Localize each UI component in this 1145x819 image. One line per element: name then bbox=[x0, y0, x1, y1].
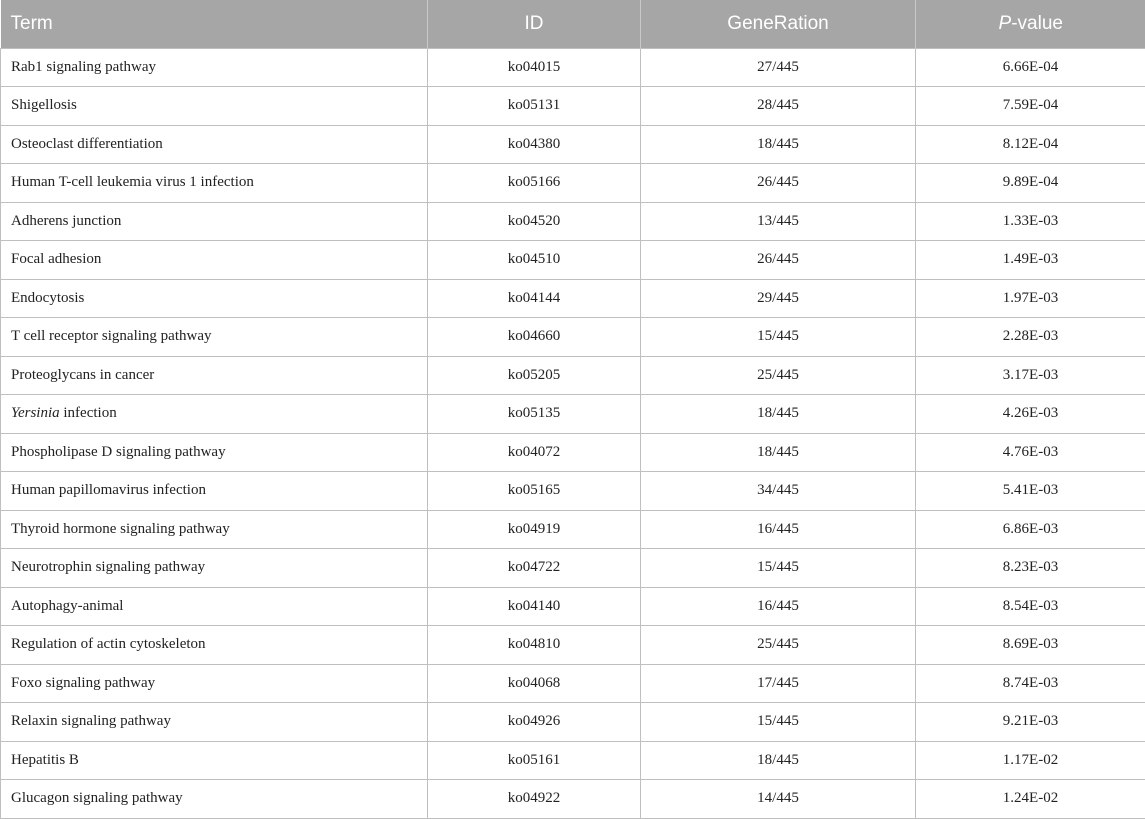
cell-p-value: 8.54E-03 bbox=[916, 587, 1145, 626]
header-row bbox=[1, 0, 1145, 48]
cell-id: ko05135 bbox=[428, 395, 641, 434]
cell-id: ko04510 bbox=[428, 241, 641, 280]
cell-gene-ratio: 25/445 bbox=[641, 356, 916, 395]
cell-p-value: 1.33E-03 bbox=[916, 202, 1145, 241]
cell-term bbox=[1, 241, 428, 280]
cell-p-value: 1.97E-03 bbox=[916, 279, 1145, 318]
table-row bbox=[1, 279, 1145, 318]
cell-gene-ratio: 27/445 bbox=[641, 48, 916, 87]
cell-term-italic: Yersinia bbox=[11, 405, 60, 421]
cell-term bbox=[1, 741, 428, 780]
header-gene-ratio: GeneRation bbox=[641, 0, 916, 48]
header-p-value-rest: -value bbox=[1011, 13, 1063, 34]
cell-term bbox=[1, 279, 428, 318]
cell-term-text: Shigellosis bbox=[11, 97, 77, 113]
table-row bbox=[1, 741, 1145, 780]
cell-id: ko04380 bbox=[428, 125, 641, 164]
cell-id: ko04140 bbox=[428, 587, 641, 626]
cell-term-text: T cell receptor signaling pathway bbox=[11, 328, 212, 344]
cell-id: ko05166 bbox=[428, 164, 641, 203]
table-row bbox=[1, 202, 1145, 241]
cell-gene-ratio: 26/445 bbox=[641, 164, 916, 203]
cell-id: ko04660 bbox=[428, 318, 641, 357]
header-p-value bbox=[916, 0, 1145, 48]
cell-term bbox=[1, 664, 428, 703]
cell-id: ko04922 bbox=[428, 780, 641, 819]
cell-gene-ratio: 18/445 bbox=[641, 741, 916, 780]
cell-gene-ratio: 15/445 bbox=[641, 549, 916, 588]
cell-gene-ratio: 25/445 bbox=[641, 626, 916, 665]
cell-term-text: Rab1 signaling pathway bbox=[11, 59, 156, 75]
table-row bbox=[1, 87, 1145, 126]
cell-p-value: 5.41E-03 bbox=[916, 472, 1145, 511]
cell-term-text: Osteoclast differentiation bbox=[11, 136, 163, 152]
cell-gene-ratio: 34/445 bbox=[641, 472, 916, 511]
table-row bbox=[1, 664, 1145, 703]
cell-term-text: Glucagon signaling pathway bbox=[11, 790, 183, 806]
table-row bbox=[1, 48, 1145, 87]
table-row bbox=[1, 587, 1145, 626]
cell-id: ko04072 bbox=[428, 433, 641, 472]
cell-term-text: Foxo signaling pathway bbox=[11, 675, 155, 691]
table-body bbox=[1, 48, 1145, 818]
cell-term-text: Neurotrophin signaling pathway bbox=[11, 559, 205, 575]
cell-p-value: 8.23E-03 bbox=[916, 549, 1145, 588]
cell-term bbox=[1, 318, 428, 357]
cell-term-text: Human T-cell leukemia virus 1 infection bbox=[11, 174, 254, 190]
cell-p-value: 8.69E-03 bbox=[916, 626, 1145, 665]
cell-gene-ratio: 16/445 bbox=[641, 587, 916, 626]
cell-term bbox=[1, 433, 428, 472]
cell-term bbox=[1, 780, 428, 819]
cell-term bbox=[1, 626, 428, 665]
cell-id: ko04926 bbox=[428, 703, 641, 742]
table-row bbox=[1, 549, 1145, 588]
cell-gene-ratio: 15/445 bbox=[641, 318, 916, 357]
cell-p-value: 1.49E-03 bbox=[916, 241, 1145, 280]
cell-gene-ratio: 26/445 bbox=[641, 241, 916, 280]
cell-id: ko04722 bbox=[428, 549, 641, 588]
cell-p-value: 6.66E-04 bbox=[916, 48, 1145, 87]
cell-id: ko05205 bbox=[428, 356, 641, 395]
cell-term-text: Autophagy-animal bbox=[11, 598, 123, 614]
cell-gene-ratio: 14/445 bbox=[641, 780, 916, 819]
cell-p-value: 7.59E-04 bbox=[916, 87, 1145, 126]
table-header bbox=[1, 0, 1145, 48]
cell-gene-ratio: 18/445 bbox=[641, 395, 916, 434]
header-id: ID bbox=[428, 0, 641, 48]
cell-term-text: Endocytosis bbox=[11, 290, 84, 306]
cell-gene-ratio: 16/445 bbox=[641, 510, 916, 549]
cell-p-value: 1.24E-02 bbox=[916, 780, 1145, 819]
cell-term-text: Focal adhesion bbox=[11, 251, 101, 267]
header-term: Term bbox=[1, 0, 428, 48]
cell-term-text: Hepatitis B bbox=[11, 752, 79, 768]
table-row bbox=[1, 703, 1145, 742]
cell-term-text: Thyroid hormone signaling pathway bbox=[11, 521, 230, 537]
cell-id: ko05161 bbox=[428, 741, 641, 780]
cell-p-value: 4.76E-03 bbox=[916, 433, 1145, 472]
header-p-value-italic: P bbox=[999, 13, 1012, 34]
cell-term bbox=[1, 395, 428, 434]
cell-id: ko04015 bbox=[428, 48, 641, 87]
cell-term bbox=[1, 48, 428, 87]
cell-gene-ratio: 13/445 bbox=[641, 202, 916, 241]
cell-id: ko04068 bbox=[428, 664, 641, 703]
cell-term bbox=[1, 125, 428, 164]
cell-term-text: Proteoglycans in cancer bbox=[11, 367, 154, 383]
cell-p-value: 8.12E-04 bbox=[916, 125, 1145, 164]
cell-term bbox=[1, 587, 428, 626]
cell-term-text: Regulation of actin cytoskeleton bbox=[11, 636, 206, 652]
cell-gene-ratio: 17/445 bbox=[641, 664, 916, 703]
cell-term bbox=[1, 703, 428, 742]
table-row bbox=[1, 241, 1145, 280]
cell-gene-ratio: 18/445 bbox=[641, 125, 916, 164]
cell-term-text: Phospholipase D signaling pathway bbox=[11, 444, 226, 460]
cell-id: ko04144 bbox=[428, 279, 641, 318]
cell-term bbox=[1, 549, 428, 588]
table-row bbox=[1, 395, 1145, 434]
cell-term bbox=[1, 202, 428, 241]
cell-id: ko04520 bbox=[428, 202, 641, 241]
cell-term bbox=[1, 164, 428, 203]
cell-term-text: Adherens junction bbox=[11, 213, 121, 229]
cell-p-value: 8.74E-03 bbox=[916, 664, 1145, 703]
cell-term bbox=[1, 356, 428, 395]
cell-p-value: 3.17E-03 bbox=[916, 356, 1145, 395]
table-row bbox=[1, 472, 1145, 511]
cell-term-text: Human papillomavirus infection bbox=[11, 482, 206, 498]
cell-p-value: 2.28E-03 bbox=[916, 318, 1145, 357]
cell-term bbox=[1, 87, 428, 126]
cell-id: ko04810 bbox=[428, 626, 641, 665]
table-row bbox=[1, 318, 1145, 357]
table-row bbox=[1, 510, 1145, 549]
cell-p-value: 9.21E-03 bbox=[916, 703, 1145, 742]
cell-gene-ratio: 15/445 bbox=[641, 703, 916, 742]
table-row bbox=[1, 626, 1145, 665]
cell-term bbox=[1, 472, 428, 511]
cell-gene-ratio: 29/445 bbox=[641, 279, 916, 318]
cell-id: ko04919 bbox=[428, 510, 641, 549]
cell-p-value: 6.86E-03 bbox=[916, 510, 1145, 549]
cell-term-text: Relaxin signaling pathway bbox=[11, 713, 171, 729]
cell-term bbox=[1, 510, 428, 549]
cell-gene-ratio: 28/445 bbox=[641, 87, 916, 126]
table-row bbox=[1, 356, 1145, 395]
cell-gene-ratio: 18/445 bbox=[641, 433, 916, 472]
cell-p-value: 4.26E-03 bbox=[916, 395, 1145, 434]
table-row bbox=[1, 125, 1145, 164]
table-row bbox=[1, 164, 1145, 203]
table-row bbox=[1, 780, 1145, 819]
cell-id: ko05165 bbox=[428, 472, 641, 511]
cell-p-value: 1.17E-02 bbox=[916, 741, 1145, 780]
cell-term-text: infection bbox=[60, 405, 117, 421]
table-row bbox=[1, 433, 1145, 472]
cell-id: ko05131 bbox=[428, 87, 641, 126]
cell-p-value: 9.89E-04 bbox=[916, 164, 1145, 203]
